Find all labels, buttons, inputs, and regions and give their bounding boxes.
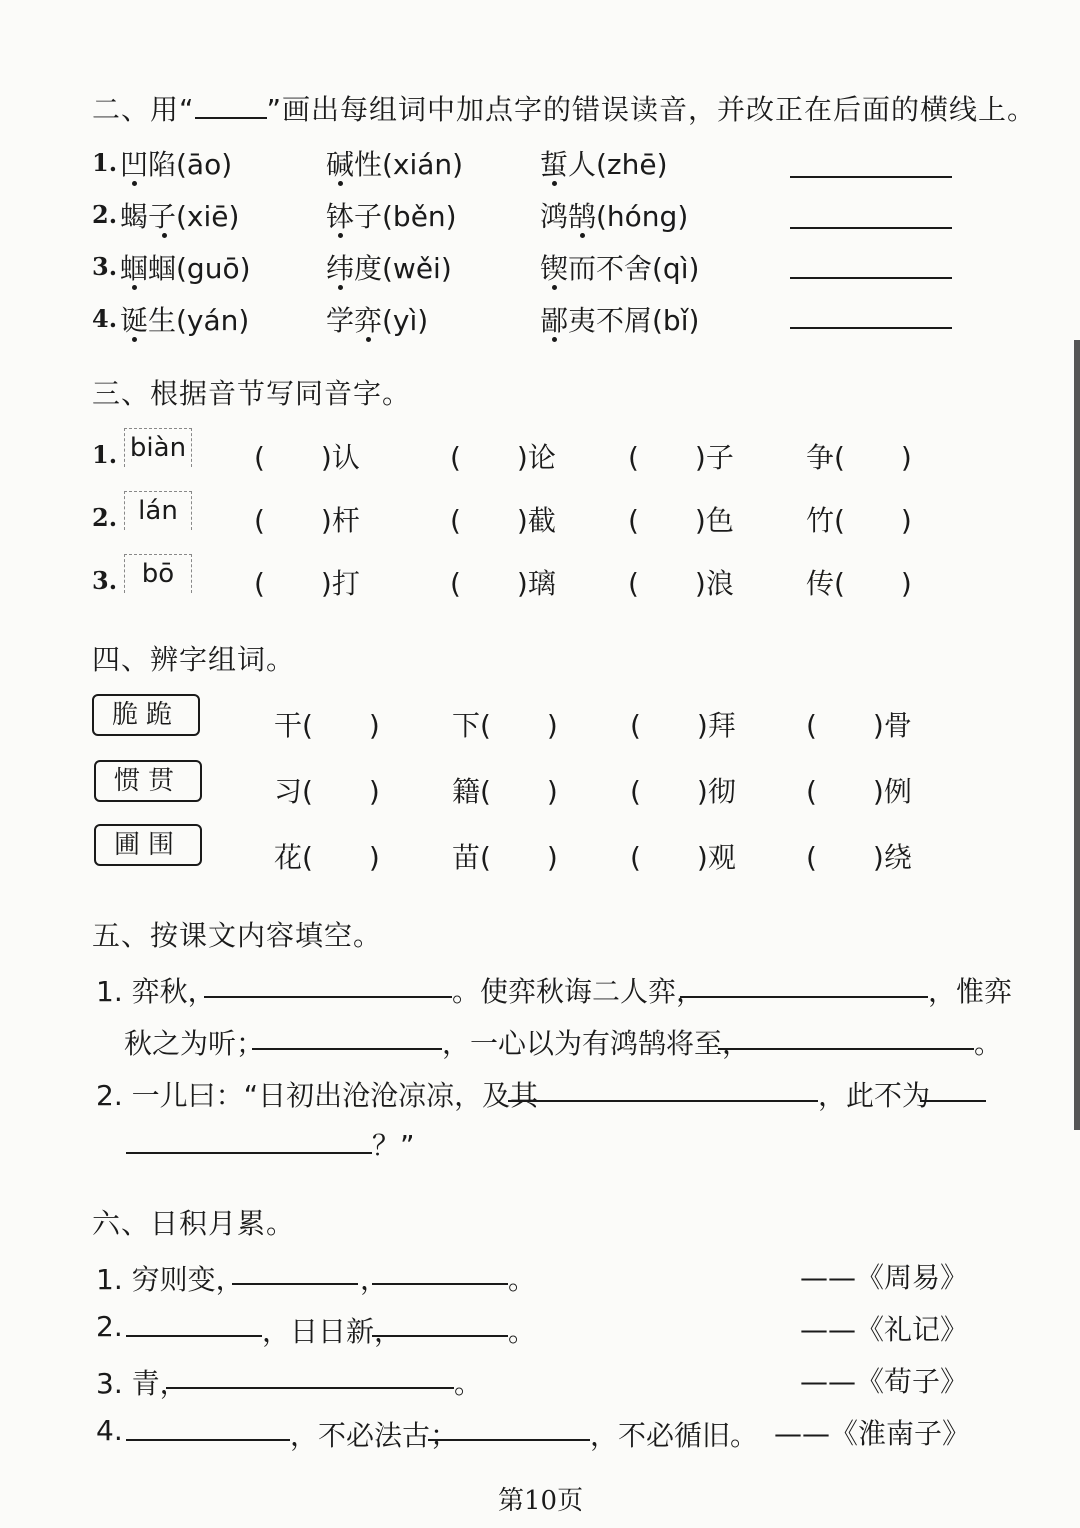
emphasis-dot bbox=[552, 285, 557, 290]
s4-row3-cell2[interactable]: 苗( ) bbox=[452, 841, 558, 874]
s3-row1-cell1[interactable]: ( )认 bbox=[254, 441, 360, 474]
s4-row3-cell4[interactable]: ( )绕 bbox=[806, 841, 912, 874]
s5-blank-3[interactable] bbox=[252, 1048, 442, 1050]
s2-row2-answer-line[interactable] bbox=[790, 227, 952, 229]
s4-row2-cell1[interactable]: 习( ) bbox=[274, 775, 380, 808]
s3-row1-cell4[interactable]: 争( ) bbox=[806, 441, 912, 474]
s3-row3-num: 3. bbox=[92, 566, 118, 595]
page-number: 第10页 bbox=[498, 1486, 584, 1516]
s6-row4-source: ——《淮南子》 bbox=[774, 1417, 971, 1450]
s3-row1-pinyin-box: biàn bbox=[124, 428, 192, 467]
section-5-title: 五、按课文内容填空。 bbox=[92, 919, 383, 952]
s3-row2-cell2[interactable]: ( )截 bbox=[450, 504, 556, 537]
s5-line2-b: ，一心以为有鸿鹄将至， bbox=[442, 1027, 751, 1060]
s5-line3-a: 2. 一儿曰：“日初出沧沧凉凉，及其 bbox=[96, 1079, 539, 1112]
s2-row3-answer-line[interactable] bbox=[790, 277, 952, 279]
s3-row2-num: 2. bbox=[92, 503, 118, 532]
s5-blank-6a[interactable] bbox=[920, 1100, 986, 1102]
s4-row2-cell3[interactable]: ( )彻 bbox=[630, 775, 736, 808]
s4-row1-cell1[interactable]: 干( ) bbox=[274, 709, 380, 742]
s6-row4-b: ，不必法古； bbox=[290, 1419, 459, 1452]
s2-row4-item1: 诞生(yán) bbox=[120, 304, 250, 337]
s6-row4-c: ，不必循旧。 bbox=[590, 1419, 759, 1452]
section-3-title: 三、根据音节写同音字。 bbox=[92, 377, 412, 410]
s2-row4-answer-line[interactable] bbox=[790, 327, 952, 329]
s6-row2-b: ，日日新， bbox=[262, 1315, 403, 1348]
s4-row2-cell2[interactable]: 籍( ) bbox=[452, 775, 558, 808]
emphasis-dot bbox=[366, 337, 371, 342]
emphasis-dot bbox=[552, 337, 557, 342]
s4-row1-char-box: 脆跪 bbox=[92, 694, 200, 736]
s3-row3-cell2[interactable]: ( )璃 bbox=[450, 567, 556, 600]
section-6-title: 六、日积月累。 bbox=[92, 1207, 296, 1240]
s5-blank-6b[interactable] bbox=[126, 1152, 372, 1154]
s5-line1-a: 1. 弈秋， bbox=[96, 975, 216, 1008]
wavy-line-sample bbox=[195, 95, 267, 119]
s5-line1-c: ，惟弈 bbox=[928, 975, 1013, 1008]
s2-row3-item2: 纬度(wěi) bbox=[326, 252, 452, 285]
s2-row2-item2: 钵子(běn) bbox=[326, 200, 457, 233]
s3-row3-cell1[interactable]: ( )打 bbox=[254, 567, 360, 600]
section-2-title-end: ”画出每组词中加点字的错误读音，并改正在后面的横线上。 bbox=[266, 93, 1037, 126]
s5-line4: ？” bbox=[372, 1129, 415, 1162]
s6-row2-source: ——《礼记》 bbox=[800, 1313, 969, 1346]
s2-row1-item2: 碱性(xián) bbox=[326, 148, 464, 181]
s2-row3-item3: 锲而不舍(qì) bbox=[540, 252, 700, 285]
section-4-title: 四、辨字组词。 bbox=[92, 643, 296, 676]
s6-row1-a: 1. 穷则变， bbox=[96, 1263, 244, 1296]
s6-blank-5[interactable] bbox=[166, 1387, 454, 1389]
s6-blank-1[interactable] bbox=[232, 1283, 358, 1285]
s5-blank-2[interactable] bbox=[680, 996, 928, 998]
s3-row2-cell3[interactable]: ( )色 bbox=[628, 504, 734, 537]
s4-row1-cell3[interactable]: ( )拜 bbox=[630, 709, 736, 742]
s3-row1-num: 1. bbox=[92, 440, 118, 469]
section-2-title-start: 二、用“ bbox=[92, 93, 195, 126]
s2-row4-num: 4. bbox=[92, 304, 118, 333]
scan-edge-shadow bbox=[1074, 340, 1080, 1130]
s2-row3-item1: 蝈蝈(guō) bbox=[120, 252, 251, 285]
s3-row3-cell3[interactable]: ( )浪 bbox=[628, 567, 734, 600]
s6-row2-a: 2. bbox=[96, 1310, 123, 1343]
s5-blank-5[interactable] bbox=[508, 1100, 818, 1102]
s5-blank-1[interactable] bbox=[204, 996, 452, 998]
s2-row4-item2: 学弈(yì) bbox=[326, 304, 429, 337]
s2-row2-item3: 鸿鹄(hóng) bbox=[540, 200, 689, 233]
emphasis-dot bbox=[132, 337, 137, 342]
s2-row1-item1: 凹陷(āo) bbox=[120, 148, 233, 181]
emphasis-dot bbox=[338, 285, 343, 290]
s6-row3-a: 3. 青， bbox=[96, 1367, 188, 1400]
s2-row4-item3: 鄙夷不屑(bǐ) bbox=[540, 304, 700, 337]
emphasis-dot bbox=[552, 181, 557, 186]
s2-row3-num: 3. bbox=[92, 252, 118, 281]
s6-row1-b: ， bbox=[360, 1263, 389, 1296]
emphasis-dot bbox=[580, 233, 585, 238]
s6-row2-c: 。 bbox=[508, 1315, 537, 1348]
s6-blank-3[interactable] bbox=[126, 1335, 262, 1337]
s4-row2-cell4[interactable]: ( )例 bbox=[806, 775, 912, 808]
s6-row3-source: ——《荀子》 bbox=[800, 1365, 969, 1398]
emphasis-dot bbox=[338, 233, 343, 238]
s4-row3-char-box: 圃围 bbox=[94, 824, 202, 866]
s4-row3-cell3[interactable]: ( )观 bbox=[630, 841, 736, 874]
emphasis-dot bbox=[162, 233, 167, 238]
s6-row4-a: 4. bbox=[96, 1414, 123, 1447]
s6-blank-6[interactable] bbox=[126, 1439, 290, 1441]
s5-line3-b: ，此不为 bbox=[818, 1079, 931, 1112]
s4-row1-cell2[interactable]: 下( ) bbox=[452, 709, 558, 742]
s2-row1-answer-line[interactable] bbox=[790, 176, 952, 178]
emphasis-dot bbox=[132, 285, 137, 290]
s5-line1-b: 。使弈秋诲二人弈， bbox=[452, 975, 705, 1008]
s2-row2-num: 2. bbox=[92, 200, 118, 229]
s3-row1-cell2[interactable]: ( )论 bbox=[450, 441, 556, 474]
s4-row1-cell4[interactable]: ( )骨 bbox=[806, 709, 912, 742]
s3-row2-pinyin-box: lán bbox=[124, 491, 192, 530]
s3-row1-cell3[interactable]: ( )子 bbox=[628, 441, 734, 474]
section-2-title bbox=[92, 88, 1036, 128]
s5-blank-4[interactable] bbox=[718, 1048, 974, 1050]
emphasis-dot bbox=[338, 181, 343, 186]
s2-row1-item3: 蜇人(zhē) bbox=[540, 148, 668, 181]
s6-blank-4[interactable] bbox=[372, 1335, 508, 1337]
s3-row2-cell4[interactable]: 竹( ) bbox=[806, 504, 912, 537]
s6-row1-source: ——《周易》 bbox=[800, 1261, 969, 1294]
emphasis-dot bbox=[132, 181, 137, 186]
s3-row3-cell4[interactable]: 传( ) bbox=[806, 567, 912, 600]
s3-row3-pinyin-box: bō bbox=[124, 554, 192, 593]
s3-row2-cell1[interactable]: ( )杆 bbox=[254, 504, 360, 537]
s5-line2-c: 。 bbox=[974, 1027, 1003, 1060]
s6-blank-7[interactable] bbox=[428, 1439, 590, 1441]
s5-line2-a: 秋之为听； bbox=[124, 1027, 265, 1060]
s2-row1-num: 1. bbox=[92, 148, 118, 177]
s4-row3-cell1[interactable]: 花( ) bbox=[274, 841, 380, 874]
s6-blank-2[interactable] bbox=[372, 1283, 508, 1285]
s6-row3-b: 。 bbox=[454, 1367, 483, 1400]
s2-row2-item1: 蝎子(xiē) bbox=[120, 200, 240, 233]
s6-row1-c: 。 bbox=[508, 1263, 537, 1296]
s4-row2-char-box: 惯贯 bbox=[94, 760, 202, 802]
